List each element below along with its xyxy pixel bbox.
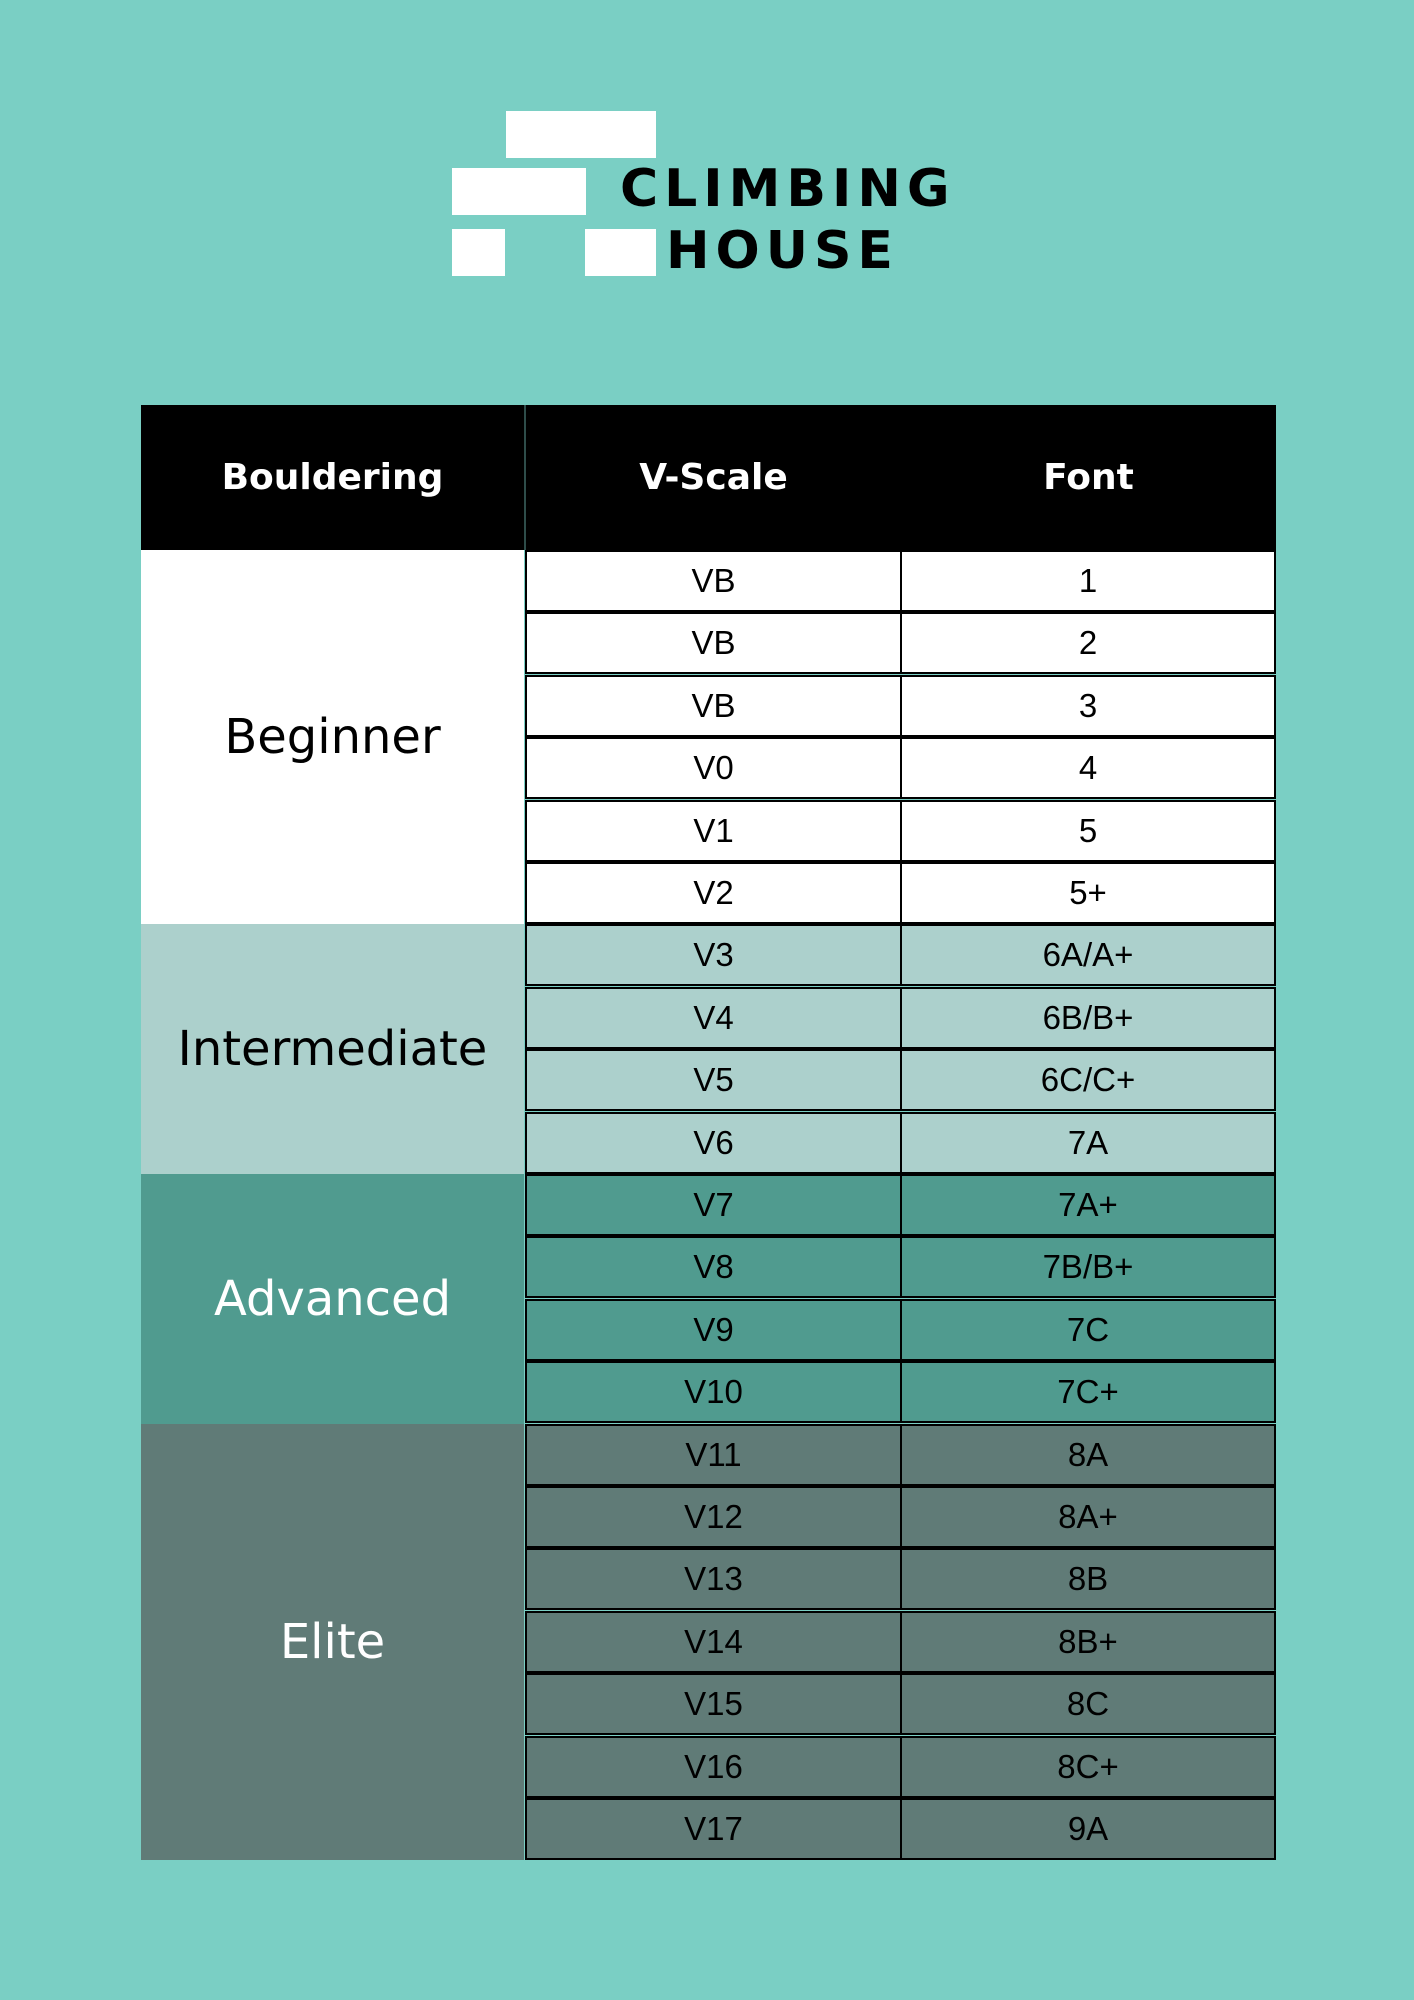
font-grade-cell: 8C+ <box>900 1736 1276 1798</box>
logo-text-line2: HOUSE <box>666 221 899 281</box>
v-scale-cell: VB <box>525 675 902 737</box>
v-scale-cell: V13 <box>525 1548 902 1610</box>
font-grade-cell: 8B+ <box>900 1611 1276 1673</box>
font-grade-cell: 7C <box>900 1299 1276 1361</box>
group-label-beginner: Beginner <box>141 550 524 924</box>
v-scale-cell: V4 <box>525 987 902 1049</box>
font-grade-cell: 4 <box>900 737 1276 799</box>
group-label-advanced: Advanced <box>141 1174 524 1424</box>
header-v-scale: V-Scale <box>639 457 788 498</box>
font-grade-cell: 8B <box>900 1548 1276 1610</box>
font-grade-cell: 2 <box>900 612 1276 674</box>
logo-text-line1: CLIMBING <box>620 159 956 219</box>
v-scale-cell: V17 <box>525 1798 902 1860</box>
font-grade-cell: 9A <box>900 1798 1276 1860</box>
font-grade-cell: 8C <box>900 1673 1276 1735</box>
v-scale-cell: V15 <box>525 1673 902 1735</box>
logo-block-icon <box>452 168 586 215</box>
v-scale-cell: V10 <box>525 1361 902 1423</box>
v-scale-cell: V2 <box>525 862 902 924</box>
v-scale-cell: V9 <box>525 1299 902 1361</box>
climbing-house-logo <box>452 111 956 281</box>
v-scale-cell: V8 <box>525 1236 902 1298</box>
v-scale-cell: V1 <box>525 800 902 862</box>
v-scale-cell: V5 <box>525 1049 902 1111</box>
font-grade-cell: 8A+ <box>900 1486 1276 1548</box>
v-scale-cell: V7 <box>525 1174 902 1236</box>
v-scale-cell: V3 <box>525 924 902 986</box>
v-scale-cell: VB <box>525 550 902 612</box>
header-font: Font <box>1043 457 1134 498</box>
logo-block-icon <box>452 229 505 276</box>
font-grade-cell: 5+ <box>900 862 1276 924</box>
font-grade-cell: 7B/B+ <box>900 1236 1276 1298</box>
v-scale-cell: V11 <box>525 1424 902 1486</box>
font-grade-cell: 7C+ <box>900 1361 1276 1423</box>
v-scale-cell: V14 <box>525 1611 902 1673</box>
v-scale-cell: VB <box>525 612 902 674</box>
v-scale-cell: V12 <box>525 1486 902 1548</box>
font-grade-cell: 1 <box>900 550 1276 612</box>
table-header <box>141 405 1276 550</box>
font-grade-cell: 7A <box>900 1112 1276 1174</box>
v-scale-cell: V16 <box>525 1736 902 1798</box>
v-scale-cell: V0 <box>525 737 902 799</box>
font-grade-cell: 6C/C+ <box>900 1049 1276 1111</box>
font-grade-cell: 3 <box>900 675 1276 737</box>
header-bouldering: Bouldering <box>221 457 444 498</box>
v-scale-cell: V6 <box>525 1112 902 1174</box>
font-grade-cell: 7A+ <box>900 1174 1276 1236</box>
logo-block-icon <box>506 111 656 158</box>
logo-block-icon <box>585 229 656 276</box>
group-label-intermediate: Intermediate <box>141 924 524 1174</box>
font-grade-cell: 8A <box>900 1424 1276 1486</box>
font-grade-cell: 6A/A+ <box>900 924 1276 986</box>
font-grade-cell: 5 <box>900 800 1276 862</box>
group-label-elite: Elite <box>141 1424 524 1861</box>
font-grade-cell: 6B/B+ <box>900 987 1276 1049</box>
